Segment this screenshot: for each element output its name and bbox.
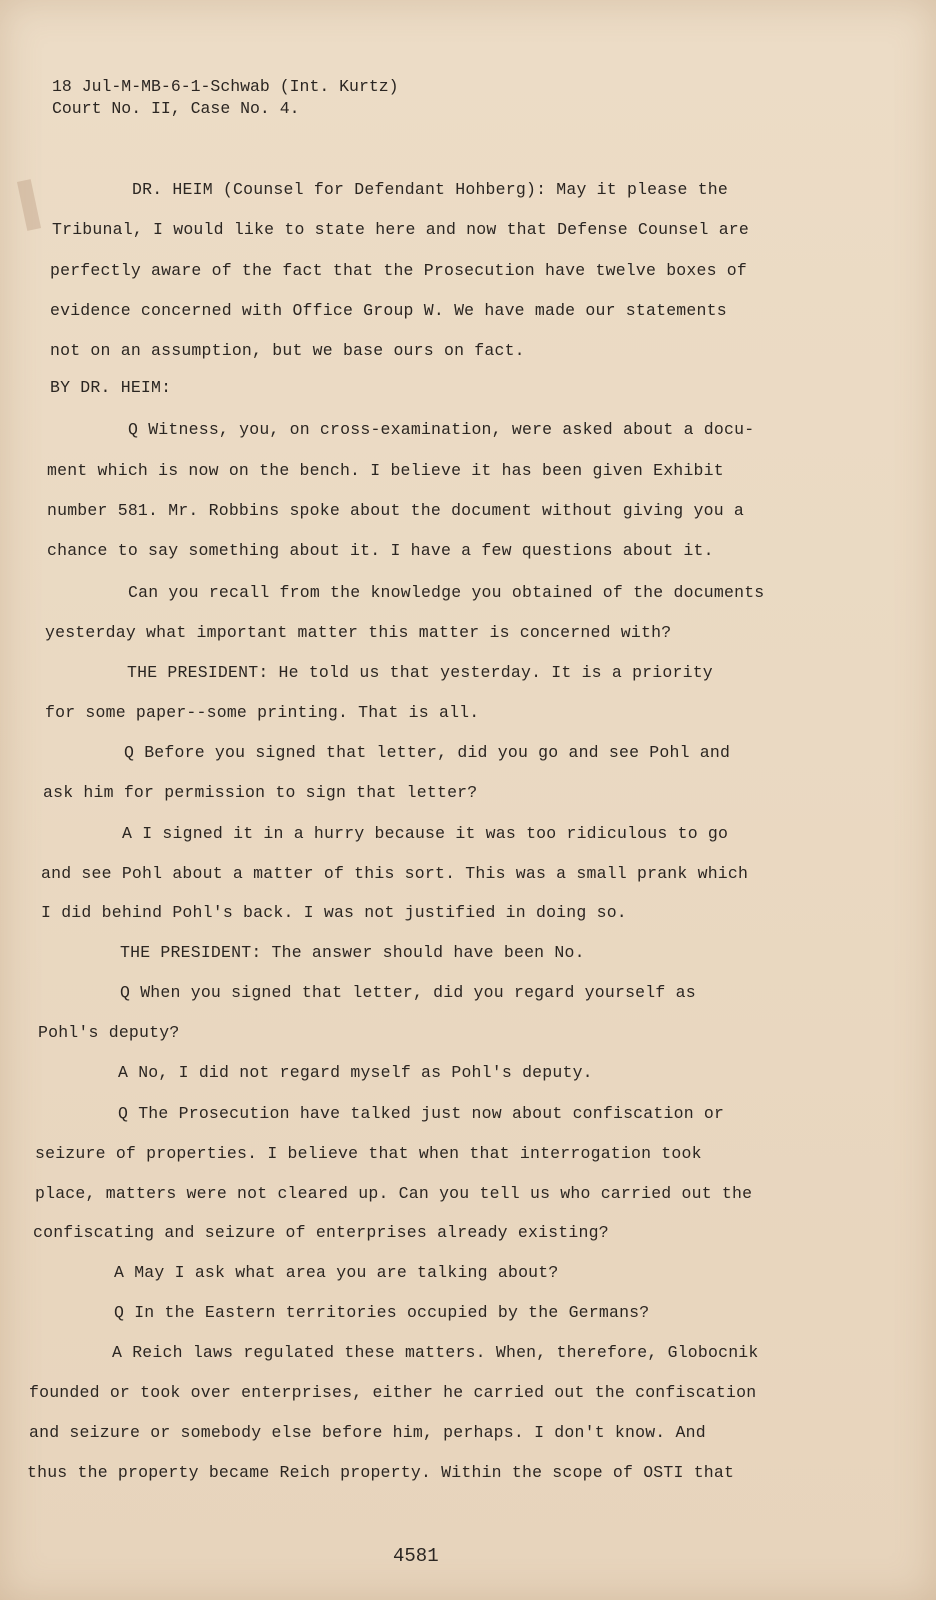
text-line: perfectly aware of the fact that the Prosecution have twelve boxes of [50,261,748,280]
text-line: ment which is now on the bench. I believe it has been given Exhibit [47,461,724,480]
header-line-1: 18 Jul-M-MB-6-1-Schwab (Int. Kurtz) [52,77,399,96]
page-number: 4581 [393,1545,439,1567]
text-line: Pohl's deputy? [38,1023,180,1042]
text-line: Q Before you signed that letter, did you go and see Pohl and [124,743,731,762]
text-line: and see Pohl about a matter of this sort. This was a small prank which [41,864,749,883]
text-line: Q Witness, you, on cross-examination, were asked about a docu- [128,420,755,439]
text-line: not on an assumption, but we base ours on fact. [50,341,525,360]
text-line: thus the property became Reich property. Within the scope of OSTI that [27,1463,735,1482]
text-line: I did behind Pohl's back. I was not justified in doing so. [41,903,627,922]
text-line: A I signed it in a hurry because it was too ridiculous to go [122,824,729,843]
text-line: place, matters were not cleared up. Can you tell us who carried out the [35,1184,753,1203]
text-line: Q When you signed that letter, did you regard yourself as [120,983,696,1002]
text-line: Q In the Eastern territories occupied by the Germans? [114,1303,650,1322]
text-line: Q The Prosecution have talked just now about confiscation or [118,1104,725,1123]
text-line: A No, I did not regard myself as Pohl's deputy. [118,1063,593,1082]
text-line: Can you recall from the knowledge you obtained of the documents [128,583,765,602]
text-line: A Reich laws regulated these matters. When, therefore, Globocnik [112,1343,759,1362]
text-line: A May I ask what area you are talking about? [114,1263,559,1282]
text-line: number 581. Mr. Robbins spoke about the document without giving you a [47,501,745,520]
document-header [52,76,399,120]
text-line: BY DR. HEIM: [50,378,172,397]
text-line: ask him for permission to sign that letter? [43,783,478,802]
text-line: chance to say something about it. I have a few questions about it. [47,541,714,560]
text-line: founded or took over enterprises, either he carried out the confiscation [29,1383,757,1402]
text-line: for some paper--some printing. That is all. [45,703,480,722]
text-line: Tribunal, I would like to state here and now that Defense Counsel are [52,220,750,239]
text-line: THE PRESIDENT: The answer should have been No. [120,943,585,962]
text-line: evidence concerned with Office Group W. We have made our statements [50,301,727,320]
text-line: yesterday what important matter this matter is concerned with? [45,623,672,642]
text-line: confiscating and seizure of enterprises already existing? [33,1223,609,1242]
header-line-2: Court No. II, Case No. 4. [52,99,300,118]
text-line: THE PRESIDENT: He told us that yesterday. It is a priority [127,663,713,682]
text-line: DR. HEIM (Counsel for Defendant Hohberg): May it please the [132,180,728,199]
text-line: seizure of properties. I believe that when that interrogation took [35,1144,702,1163]
paper-stain [17,179,41,231]
text-line: and seizure or somebody else before him, perhaps. I don't know. And [29,1423,706,1442]
